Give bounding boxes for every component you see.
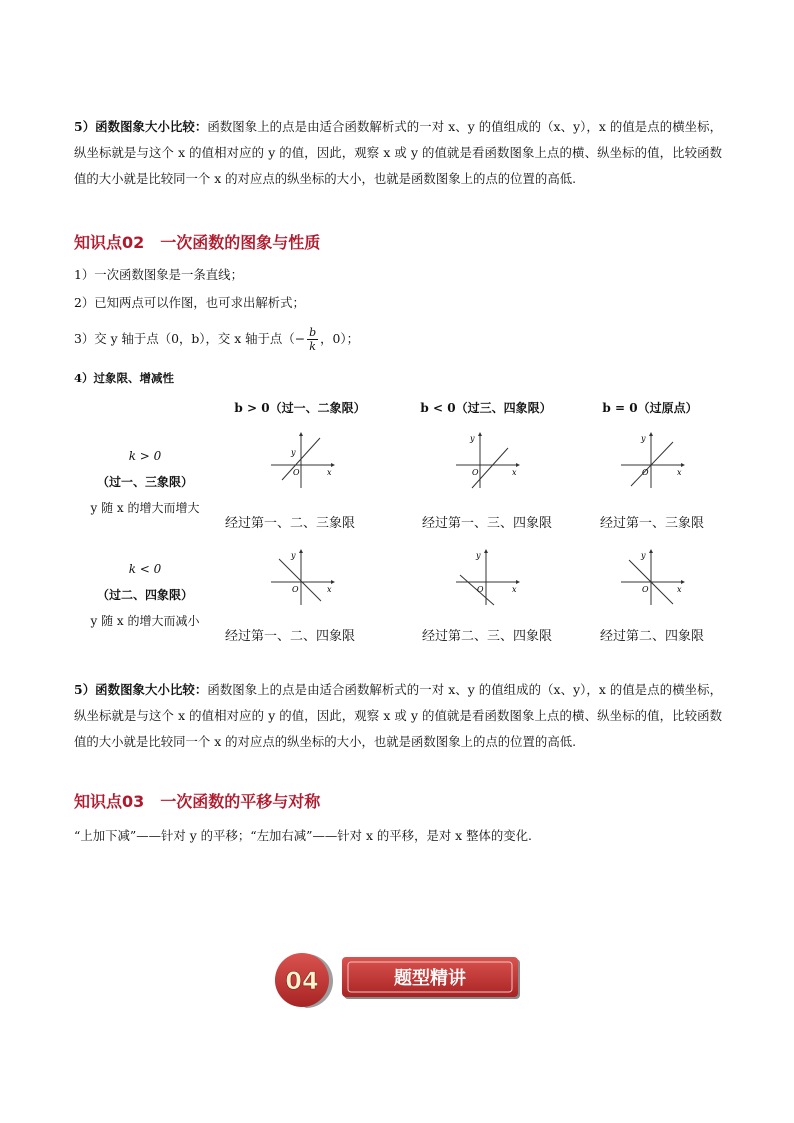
origin-label: O [472,468,479,477]
column-head-b-negative: b < 0（过三、四象限） [420,401,552,415]
caption-k-neg-b-neg: 经过第二、三、四象限 [421,629,552,644]
fraction-b-over-k [307,326,318,353]
x-axis-arrow [516,463,520,467]
row-condition: k < 0 [128,562,162,576]
paragraph-label: 5）函数图象大小比较： [74,119,208,134]
graph-k-neg-b-neg [450,545,530,609]
list-item-3-text: 3）交 y 轴于点（0，b），交 x 轴于点（ [74,331,295,346]
paragraph-comparison-1 [74,114,722,192]
x-label: x [677,468,682,477]
row-label-k-negative [80,556,210,634]
y-axis-arrow [299,549,303,553]
x-label: x [327,468,332,477]
x-label: x [512,468,517,477]
y-axis-arrow [649,432,653,436]
caption-k-neg-b-zero: 经过第二、四象限 [599,629,704,644]
y-axis-arrow [299,432,303,436]
origin-label: O [642,468,649,477]
y-label: y [291,551,296,560]
row-trend: y 随 x 的增大而增大 [90,501,200,515]
origin-label: O [293,468,300,477]
caption-k-pos-b-pos: 经过第一、二、三象限 [224,516,355,531]
graph-k-neg-b-zero [615,545,695,609]
caption-k-pos-b-zero: 经过第一、三象限 [599,516,704,531]
origin-label: O [642,585,649,594]
x-axis-arrow [331,463,335,467]
y-axis-arrow [484,549,488,553]
column-head-b-positive: b > 0（过一、二象限） [234,401,366,415]
graph-k-neg-b-pos [265,545,345,609]
row-quadrants: （过一、三象限） [96,475,193,489]
row-quadrants: （过二、四象限） [96,588,193,602]
row-trend: y 随 x 的增大而减小 [90,614,200,628]
y-axis-arrow [478,432,482,436]
list-item-3 [74,326,359,353]
y-label: y [476,551,481,560]
minus-sign: − [294,331,306,346]
x-axis-arrow [516,580,520,584]
caption-k-neg-b-pos: 经过第一、二、四象限 [224,629,355,644]
y-axis-arrow [649,549,653,553]
x-label: x [677,585,682,594]
x-axis-arrow [331,580,335,584]
paragraph-text: 函数图象上的点是由适合函数解析式的一对 x、y 的值组成的（x、y），x 的值是点的横坐标，纵坐标就是与这个 x 的值相对应的 y 的值，因此，观察 x 或 y 的值就是看函数图象上点的横、纵坐标的值，比较函数值的大小就是比较同一个 x 的对应点的纵坐标的大小，也就是函数图象上的点的位置的高低. [74,682,722,749]
x-axis-arrow [681,463,685,467]
fraction-numerator: b [309,326,317,339]
row-label-k-positive [80,443,210,521]
row-condition: k > 0 [128,449,162,463]
y-label: y [470,434,475,443]
translation-note: “上加下减”——针对 y 的平移；“左加右减”——针对 x 的平移，是对 x 整体的变化. [74,828,532,843]
list-item-2: 2）已知两点可以作图，也可求出解析式； [74,295,305,310]
section-badge [272,951,522,1011]
fraction-denominator: k [309,340,316,353]
list-item-1: 1）一次函数图象是一条直线； [74,267,243,282]
badge-title: 题型精讲 [394,968,466,989]
caption-k-pos-b-neg: 经过第一、三、四象限 [421,516,552,531]
origin-label: O [477,585,484,594]
y-label: y [641,551,646,560]
graph-k-pos-b-pos [265,428,345,492]
y-label: y [291,448,296,457]
paragraph-label: 5）函数图象大小比较： [74,682,208,697]
x-label: x [327,585,332,594]
section-heading-03: 知识点03 一次函数的平移与对称 [74,792,321,811]
list-item-4: 4）过象限、增减性 [74,371,175,385]
function-line [631,442,673,486]
y-label: y [641,434,646,443]
graph-k-pos-b-zero [615,428,695,492]
paragraph-comparison-2 [74,677,722,755]
paragraph-text: 函数图象上的点是由适合函数解析式的一对 x、y 的值组成的（x、y），x 的值是点的横坐标，纵坐标就是与这个 x 的值相对应的 y 的值，因此，观察 x 或 y 的值就是看函数图象上点的横、纵坐标的值，比较函数值的大小就是比较同一个 x 的对应点的纵坐标的大小，也就是函数图象上的点的位置的高低. [74,119,722,186]
x-axis-arrow [681,580,685,584]
column-head-b-zero: b = 0（过原点） [602,401,698,415]
origin-label: O [292,585,299,594]
graph-k-pos-b-neg [450,428,530,492]
x-label: x [512,585,517,594]
badge-number: 04 [285,967,319,995]
section-heading-02: 知识点02 一次函数的图象与性质 [74,233,321,252]
list-item-3-tail: ，0）； [320,331,360,346]
function-line [279,559,321,601]
